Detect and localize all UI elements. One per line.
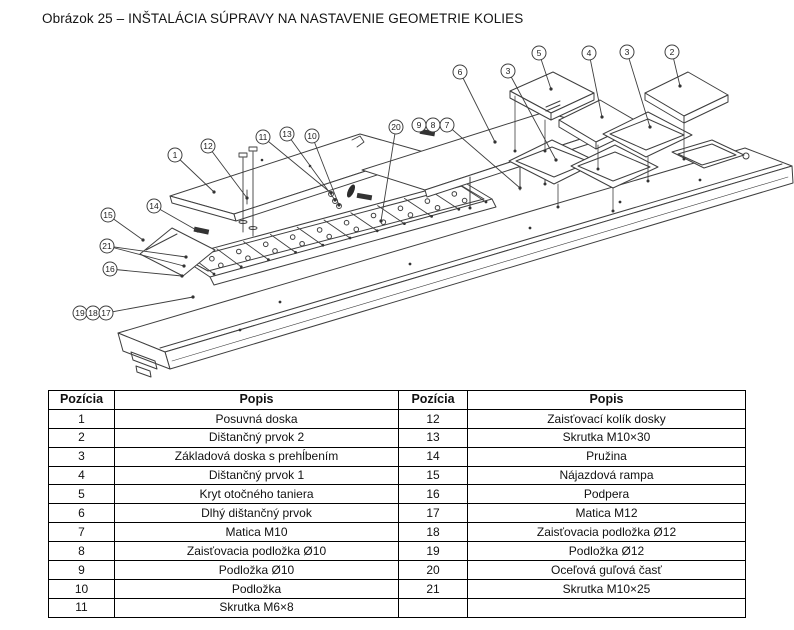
svg-text:4: 4 (586, 48, 592, 58)
description-cell: Kryt otočného taniera (115, 485, 399, 504)
svg-text:14: 14 (149, 201, 159, 211)
svg-text:11: 11 (258, 132, 268, 142)
svg-text:15: 15 (103, 210, 113, 220)
callout-9 (412, 118, 426, 132)
svg-text:13: 13 (282, 129, 292, 139)
svg-text:21: 21 (102, 241, 112, 251)
callout-3 (620, 45, 634, 59)
description-cell: Skrutka M10×25 (468, 579, 746, 598)
description-cell: Zaisťovacia podložka Ø10 (115, 542, 399, 561)
position-cell: 20 (399, 561, 468, 580)
table-row (49, 561, 746, 580)
table-row (49, 504, 746, 523)
svg-text:12: 12 (203, 141, 213, 151)
description-cell: Posuvná doska (115, 409, 399, 428)
figure-caption: Obrázok 25 – INŠTALÁCIA SÚPRAVY NA NASTAVENIE GEOMETRIE KOLIES (42, 11, 524, 26)
callout-13 (280, 127, 294, 141)
position-cell: 5 (49, 485, 115, 504)
description-cell: Dištančný prvok 1 (115, 466, 399, 485)
callout-5 (532, 46, 546, 60)
table-row (49, 485, 746, 504)
callout-7 (440, 118, 454, 132)
callout-8 (426, 118, 440, 132)
column-header-description: Popis (115, 391, 399, 410)
description-cell: Skrutka M6×8 (115, 598, 399, 617)
position-cell: 4 (49, 466, 115, 485)
description-cell: Zaisťovacia podložka Ø12 (468, 523, 746, 542)
spacer-plate-2 (645, 72, 728, 123)
description-cell: Matica M12 (468, 504, 746, 523)
position-cell: 18 (399, 523, 468, 542)
table-row (49, 447, 746, 466)
svg-text:2: 2 (669, 47, 675, 57)
svg-text:7: 7 (444, 120, 450, 130)
table-row (49, 542, 746, 561)
table-row (49, 409, 746, 428)
svg-text:18: 18 (88, 308, 98, 318)
callout-4 (582, 46, 596, 60)
svg-text:9: 9 (416, 120, 422, 130)
svg-text:17: 17 (101, 308, 111, 318)
description-cell: Nájazdová rampa (468, 466, 746, 485)
callout-3 (501, 64, 515, 78)
parts-table (48, 390, 746, 618)
table-row (49, 466, 746, 485)
position-cell: 12 (399, 409, 468, 428)
description-cell: Pružina (468, 447, 746, 466)
description-cell: Zaisťovací kolík dosky (468, 409, 746, 428)
position-cell: 8 (49, 542, 115, 561)
description-cell: Základová doska s prehĺbením (115, 447, 399, 466)
callout-18 (86, 306, 100, 320)
svg-text:3: 3 (624, 47, 630, 57)
callout-14 (147, 199, 161, 213)
callout-21 (100, 239, 114, 253)
callout-12 (201, 139, 215, 153)
svg-text:19: 19 (75, 308, 85, 318)
svg-text:3: 3 (505, 66, 511, 76)
description-cell: Dištančný prvok 2 (115, 428, 399, 447)
description-cell: Dlhý dištančný prvok (115, 504, 399, 523)
position-cell: 6 (49, 504, 115, 523)
description-cell: Skrutka M10×30 (468, 428, 746, 447)
position-cell: 7 (49, 523, 115, 542)
column-header-description: Popis (468, 391, 746, 410)
callout-10 (305, 129, 319, 143)
position-cell: 14 (399, 447, 468, 466)
description-cell: Podložka Ø12 (468, 542, 746, 561)
callout-19 (73, 306, 87, 320)
callout-15 (101, 208, 115, 222)
position-cell: 9 (49, 561, 115, 580)
column-header-position: Pozícia (49, 391, 115, 410)
svg-text:8: 8 (430, 120, 436, 130)
table-row (49, 428, 746, 447)
table-row (49, 598, 746, 617)
column-header-position: Pozícia (399, 391, 468, 410)
svg-text:6: 6 (457, 67, 463, 77)
position-cell (399, 598, 468, 617)
description-cell: Oceľová guľová časť (468, 561, 746, 580)
position-cell: 3 (49, 447, 115, 466)
position-cell: 13 (399, 428, 468, 447)
table-row (49, 579, 746, 598)
position-cell: 19 (399, 542, 468, 561)
description-cell: Podložka Ø10 (115, 561, 399, 580)
description-cell: Podložka (115, 579, 399, 598)
description-cell: Podpera (468, 485, 746, 504)
position-cell: 10 (49, 579, 115, 598)
callout-6 (453, 65, 467, 79)
svg-text:16: 16 (105, 264, 115, 274)
callout-17 (99, 306, 113, 320)
callout-16 (103, 262, 117, 276)
svg-text:1: 1 (172, 150, 178, 160)
table-header-row (49, 391, 746, 410)
position-cell: 21 (399, 579, 468, 598)
position-cell: 15 (399, 466, 468, 485)
position-cell: 16 (399, 485, 468, 504)
position-cell: 1 (49, 409, 115, 428)
svg-text:5: 5 (536, 48, 542, 58)
table-row (49, 523, 746, 542)
callout-1 (168, 148, 182, 162)
svg-text:20: 20 (391, 122, 401, 132)
callout-20 (389, 120, 403, 134)
svg-text:10: 10 (307, 131, 317, 141)
position-cell: 11 (49, 598, 115, 617)
callout-11 (256, 130, 270, 144)
description-cell: Matica M10 (115, 523, 399, 542)
callout-2 (665, 45, 679, 59)
position-cell: 2 (49, 428, 115, 447)
position-cell: 17 (399, 504, 468, 523)
description-cell (468, 598, 746, 617)
